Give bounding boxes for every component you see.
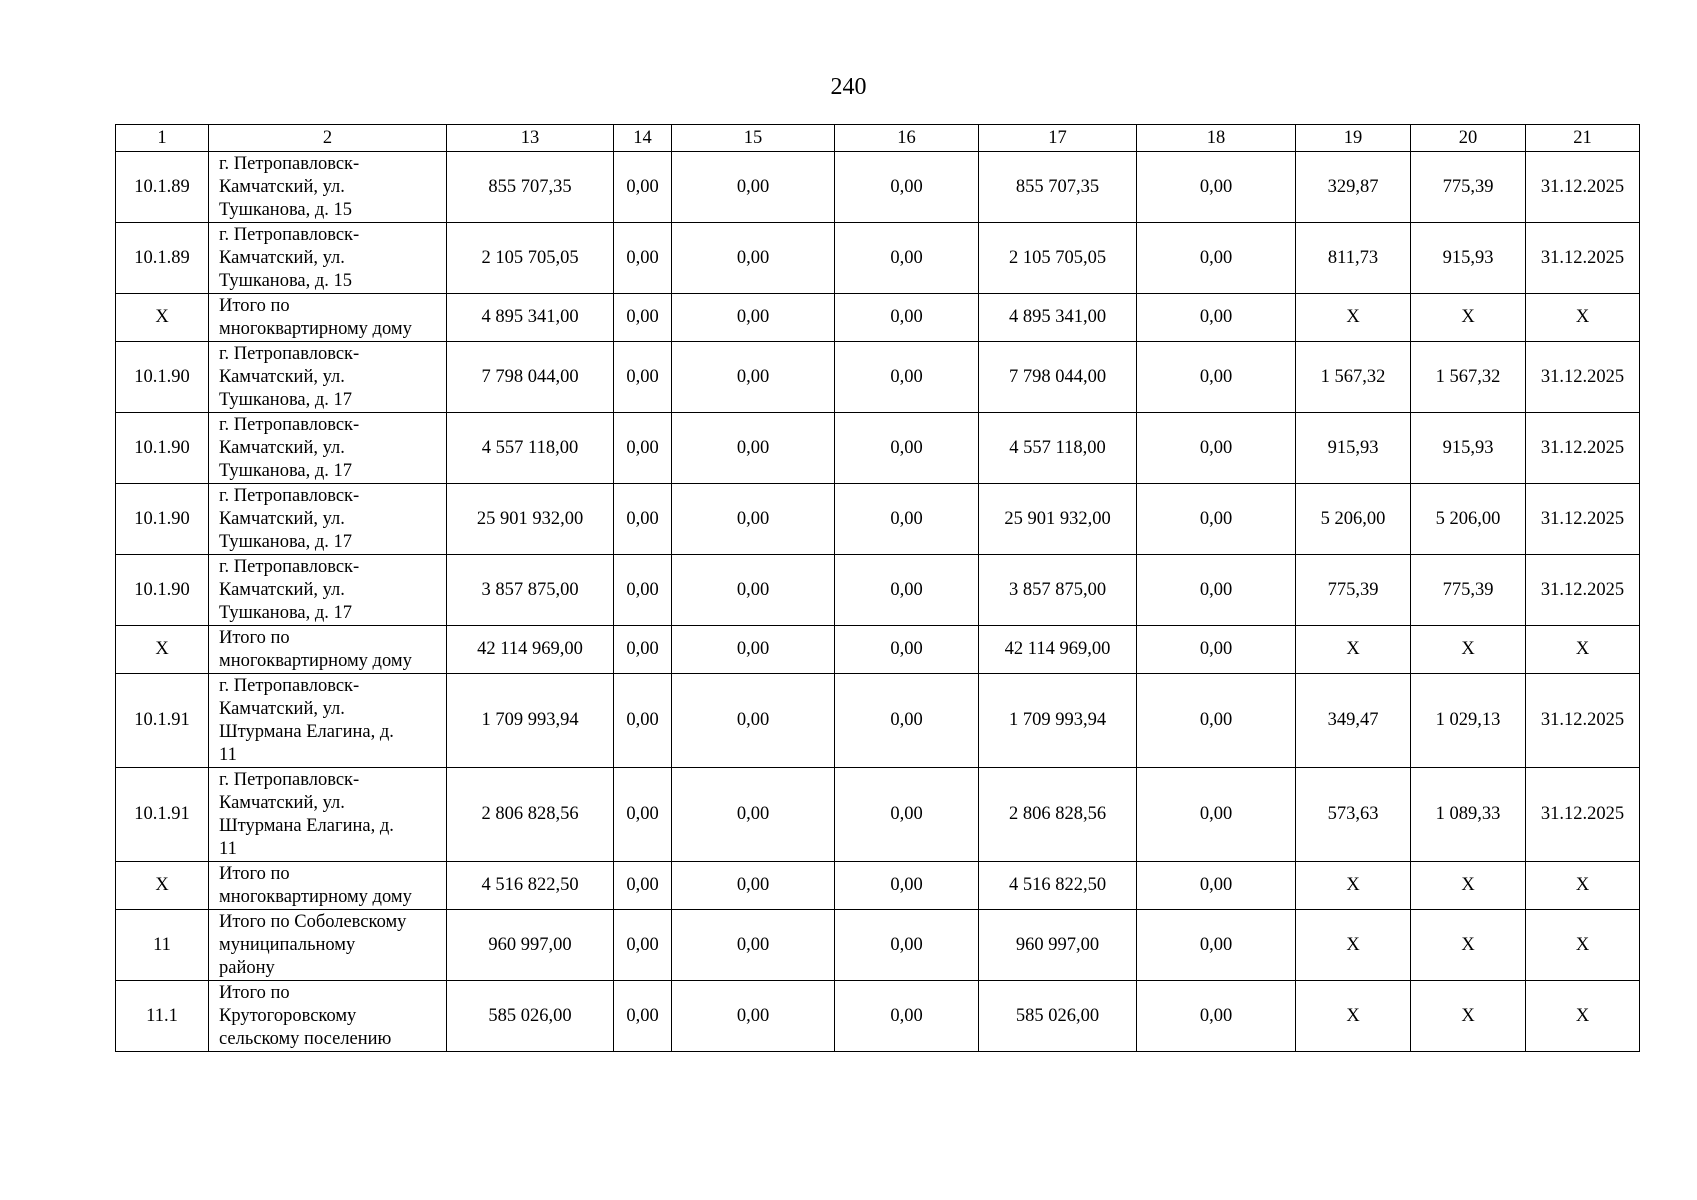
table-cell: 1 709 993,94 (979, 674, 1137, 768)
header-row (116, 125, 1640, 152)
column-header: 20 (1411, 125, 1526, 152)
table-cell: Х (1411, 981, 1526, 1052)
table-cell: 775,39 (1411, 555, 1526, 626)
table-cell: 855 707,35 (979, 152, 1137, 223)
table-cell: 573,63 (1296, 768, 1411, 862)
table-cell: Х (1411, 910, 1526, 981)
table-row (116, 484, 1640, 555)
column-header: 2 (209, 125, 447, 152)
table-cell: 1 709 993,94 (447, 674, 614, 768)
table-cell: Х (1296, 294, 1411, 342)
table-cell: 4 516 822,50 (979, 862, 1137, 910)
table-cell: 4 895 341,00 (447, 294, 614, 342)
table-cell: 0,00 (672, 413, 835, 484)
table-cell: Х (1526, 626, 1640, 674)
table-cell: 4 557 118,00 (979, 413, 1137, 484)
table-cell: Х (1411, 294, 1526, 342)
table-cell: 0,00 (672, 626, 835, 674)
address-cell: Итого по Крутогоровскому сельскому поселению (209, 981, 447, 1052)
table-cell: 10.1.89 (116, 152, 209, 223)
table-cell: 0,00 (835, 223, 979, 294)
table-row (116, 626, 1640, 674)
table-cell: 10.1.91 (116, 768, 209, 862)
table-cell: 2 806 828,56 (979, 768, 1137, 862)
table-cell: 0,00 (614, 626, 672, 674)
table-cell: Х (1296, 862, 1411, 910)
table-cell: 915,93 (1296, 413, 1411, 484)
table-cell: Х (1296, 981, 1411, 1052)
table-cell: 0,00 (614, 223, 672, 294)
table-cell: 0,00 (1137, 413, 1296, 484)
table-cell: 0,00 (1137, 152, 1296, 223)
table-cell: 0,00 (672, 862, 835, 910)
table-body (116, 152, 1640, 1052)
table-cell: 0,00 (835, 342, 979, 413)
table-cell: 3 857 875,00 (979, 555, 1137, 626)
column-header: 18 (1137, 125, 1296, 152)
table-cell: 1 029,13 (1411, 674, 1526, 768)
table-cell: 0,00 (614, 413, 672, 484)
table-cell: 7 798 044,00 (447, 342, 614, 413)
table-cell: 0,00 (835, 152, 979, 223)
table-cell: 0,00 (835, 862, 979, 910)
table-cell: 10.1.90 (116, 342, 209, 413)
table-cell: Х (1411, 626, 1526, 674)
address-cell: Итого по многоквартирному дому (209, 862, 447, 910)
table-cell: 915,93 (1411, 223, 1526, 294)
column-header: 15 (672, 125, 835, 152)
table-cell: 0,00 (614, 674, 672, 768)
column-header: 21 (1526, 125, 1640, 152)
table-cell: 811,73 (1296, 223, 1411, 294)
address-cell: г. Петропавловск- Камчатский, ул. Тушканова, д. 17 (209, 555, 447, 626)
table-cell: 0,00 (614, 555, 672, 626)
table-cell: 25 901 932,00 (447, 484, 614, 555)
table-row (116, 981, 1640, 1052)
table-cell: 31.12.2025 (1526, 555, 1640, 626)
table-cell: 0,00 (835, 674, 979, 768)
table-cell: 10.1.90 (116, 484, 209, 555)
table-cell: Х (1526, 910, 1640, 981)
table-cell: 0,00 (614, 484, 672, 555)
table-cell: 42 114 969,00 (979, 626, 1137, 674)
table-cell: 1 089,33 (1411, 768, 1526, 862)
column-header: 14 (614, 125, 672, 152)
table-cell: Х (1526, 294, 1640, 342)
address-cell: г. Петропавловск- Камчатский, ул. Тушканова, д. 17 (209, 342, 447, 413)
table-cell: 349,47 (1296, 674, 1411, 768)
table-cell: 10.1.90 (116, 413, 209, 484)
table-cell: 0,00 (672, 674, 835, 768)
table-cell: 31.12.2025 (1526, 768, 1640, 862)
table-cell: 2 105 705,05 (447, 223, 614, 294)
table-cell: 0,00 (614, 981, 672, 1052)
column-header: 1 (116, 125, 209, 152)
table-cell: 10.1.90 (116, 555, 209, 626)
address-cell: г. Петропавловск- Камчатский, ул. Тушканова, д. 17 (209, 484, 447, 555)
table-cell: 775,39 (1411, 152, 1526, 223)
table-cell: 0,00 (835, 981, 979, 1052)
table-cell: 915,93 (1411, 413, 1526, 484)
column-header: 17 (979, 125, 1137, 152)
table-cell: 960 997,00 (447, 910, 614, 981)
table-cell: 0,00 (672, 981, 835, 1052)
table-cell: 0,00 (672, 910, 835, 981)
address-cell: Итого по многоквартирному дому (209, 294, 447, 342)
column-header: 19 (1296, 125, 1411, 152)
table-cell: 4 895 341,00 (979, 294, 1137, 342)
address-cell: г. Петропавловск- Камчатский, ул. Тушканова, д. 15 (209, 223, 447, 294)
table-cell: 2 105 705,05 (979, 223, 1137, 294)
table-cell: 0,00 (672, 484, 835, 555)
table-cell: 0,00 (672, 152, 835, 223)
table-row (116, 555, 1640, 626)
table-cell: 4 516 822,50 (447, 862, 614, 910)
table-cell: 0,00 (672, 294, 835, 342)
table-cell: Х (1296, 626, 1411, 674)
table-cell: 0,00 (835, 294, 979, 342)
table-cell: 0,00 (1137, 555, 1296, 626)
table-cell: 0,00 (1137, 981, 1296, 1052)
table-cell: 11 (116, 910, 209, 981)
table-cell: 0,00 (672, 555, 835, 626)
table-cell: 31.12.2025 (1526, 484, 1640, 555)
table-row (116, 768, 1640, 862)
column-header: 13 (447, 125, 614, 152)
table-cell: 0,00 (672, 223, 835, 294)
table-cell: 0,00 (835, 555, 979, 626)
table-row (116, 862, 1640, 910)
table-cell: 31.12.2025 (1526, 674, 1640, 768)
table-cell: 0,00 (1137, 484, 1296, 555)
table-cell: Х (116, 626, 209, 674)
table-cell: 0,00 (672, 768, 835, 862)
table-cell: Х (1411, 862, 1526, 910)
address-cell: Итого по Соболевскому муниципальному району (209, 910, 447, 981)
table-cell: 585 026,00 (447, 981, 614, 1052)
table-row (116, 674, 1640, 768)
table-cell: 1 567,32 (1411, 342, 1526, 413)
table-cell: 31.12.2025 (1526, 342, 1640, 413)
table-cell: 7 798 044,00 (979, 342, 1137, 413)
table-cell: 855 707,35 (447, 152, 614, 223)
table-cell: 585 026,00 (979, 981, 1137, 1052)
column-header: 16 (835, 125, 979, 152)
table-cell: 10.1.89 (116, 223, 209, 294)
table-cell: 10.1.91 (116, 674, 209, 768)
table-cell: 31.12.2025 (1526, 413, 1640, 484)
table-cell: 5 206,00 (1411, 484, 1526, 555)
table-cell: Х (116, 294, 209, 342)
data-table (115, 124, 1640, 1052)
table-cell: 0,00 (1137, 294, 1296, 342)
table-cell: Х (116, 862, 209, 910)
page-number: 240 (830, 74, 867, 100)
table-cell: 0,00 (835, 626, 979, 674)
table-cell: Х (1526, 862, 1640, 910)
table-cell: 42 114 969,00 (447, 626, 614, 674)
table-cell: 0,00 (1137, 223, 1296, 294)
table-cell: 0,00 (614, 152, 672, 223)
table-cell: 0,00 (1137, 674, 1296, 768)
table-cell: 0,00 (835, 768, 979, 862)
table-cell: 0,00 (1137, 862, 1296, 910)
table-cell: 0,00 (1137, 910, 1296, 981)
table-cell: 25 901 932,00 (979, 484, 1137, 555)
table-cell: 0,00 (835, 413, 979, 484)
table-row (116, 223, 1640, 294)
table-row (116, 294, 1640, 342)
table-cell: 5 206,00 (1296, 484, 1411, 555)
table-cell: 11.1 (116, 981, 209, 1052)
address-cell: г. Петропавловск- Камчатский, ул. Штурмана Елагина, д. 11 (209, 674, 447, 768)
table-cell: 0,00 (1137, 768, 1296, 862)
table-cell: 1 567,32 (1296, 342, 1411, 413)
table-cell: 960 997,00 (979, 910, 1137, 981)
table-cell: 775,39 (1296, 555, 1411, 626)
table-cell: 0,00 (614, 294, 672, 342)
table-cell: 0,00 (614, 862, 672, 910)
table-cell: 0,00 (614, 342, 672, 413)
address-cell: Итого по многоквартирному дому (209, 626, 447, 674)
address-cell: г. Петропавловск- Камчатский, ул. Тушканова, д. 17 (209, 413, 447, 484)
table-cell: 0,00 (1137, 626, 1296, 674)
table-cell: 0,00 (835, 484, 979, 555)
table-cell: 0,00 (672, 342, 835, 413)
table-row (116, 910, 1640, 981)
table-cell: Х (1296, 910, 1411, 981)
table-cell: 0,00 (614, 768, 672, 862)
table-cell: 3 857 875,00 (447, 555, 614, 626)
table-cell: 329,87 (1296, 152, 1411, 223)
table-cell: 0,00 (835, 910, 979, 981)
table-cell: 31.12.2025 (1526, 223, 1640, 294)
table-cell: Х (1526, 981, 1640, 1052)
address-cell: г. Петропавловск- Камчатский, ул. Штурмана Елагина, д. 11 (209, 768, 447, 862)
table-cell: 0,00 (1137, 342, 1296, 413)
table-cell: 2 806 828,56 (447, 768, 614, 862)
table-row (116, 342, 1640, 413)
table-row (116, 413, 1640, 484)
table-cell: 0,00 (614, 910, 672, 981)
table-row (116, 152, 1640, 223)
address-cell: г. Петропавловск- Камчатский, ул. Тушканова, д. 15 (209, 152, 447, 223)
table-cell: 31.12.2025 (1526, 152, 1640, 223)
table-cell: 4 557 118,00 (447, 413, 614, 484)
